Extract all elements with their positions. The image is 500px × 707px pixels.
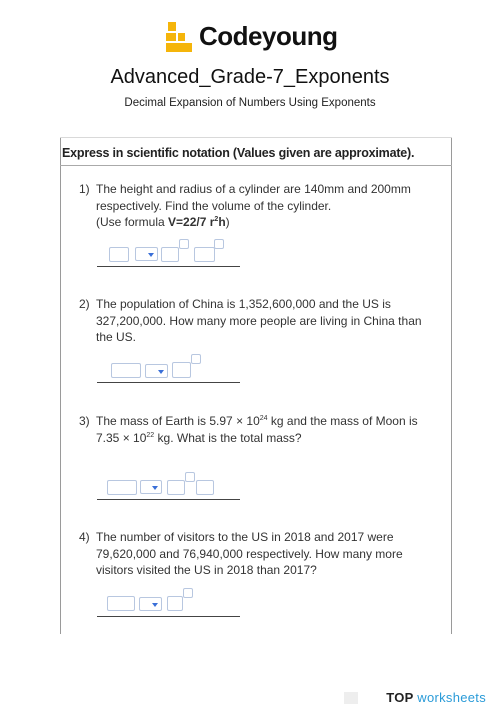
exponent: 22 <box>146 431 155 439</box>
chevron-down-icon <box>158 370 164 374</box>
question-line: respectively. Find the volume of the cylinder. <box>96 198 332 213</box>
exponent-input[interactable] <box>191 354 201 364</box>
question-line: 79,620,000 and 76,940,000 respectively. How many more <box>96 546 403 561</box>
formula: V=22/7 $r^2h$ <box>168 215 226 229</box>
operator-dropdown[interactable] <box>140 480 162 494</box>
question-number: 4) <box>79 530 90 544</box>
base-input[interactable] <box>172 362 191 378</box>
question-number: 3) <box>79 414 90 428</box>
question-line <box>96 214 436 231</box>
instructions-divider <box>60 165 452 166</box>
operator-dropdown[interactable] <box>135 247 158 261</box>
chevron-down-icon <box>152 486 158 490</box>
worksheet-top-divider <box>60 137 452 138</box>
codeyoung-logo-icon <box>166 22 192 52</box>
base-input[interactable] <box>167 480 185 495</box>
answer-underline <box>97 616 240 617</box>
question-text <box>96 181 436 231</box>
exponent-input[interactable] <box>183 588 193 598</box>
topworksheets-logo[interactable] <box>386 690 486 705</box>
worksheet-instructions: Express in scientific notation (Values given are approximate). <box>62 146 415 160</box>
footer-accent-bar <box>344 692 358 704</box>
coefficient-input[interactable] <box>109 247 129 262</box>
unit-base-input[interactable] <box>194 247 215 262</box>
footer-brand-worksheets: worksheets <box>417 690 486 705</box>
question-line: the US. <box>96 330 137 344</box>
exponent-input[interactable] <box>185 472 195 482</box>
answer-underline <box>97 266 240 267</box>
answer-underline <box>97 499 240 500</box>
answer-underline <box>97 382 240 383</box>
formula-exponent: 2 <box>214 216 219 223</box>
page-title: Advanced_Grade-7_Exponents <box>110 66 390 88</box>
question-text <box>96 296 436 346</box>
question-number: 2) <box>79 297 90 311</box>
base-input[interactable] <box>167 596 183 611</box>
exponent: 24 <box>259 415 268 422</box>
operator-dropdown[interactable] <box>145 364 168 378</box>
base-input[interactable] <box>161 247 179 262</box>
question-line: $7.35 \times 10^{22}$ kg. What is the total mass? <box>96 430 302 445</box>
exponent-input[interactable] <box>179 239 189 249</box>
unit-input[interactable] <box>196 480 214 495</box>
question-line: The mass of Earth is $5.97 \times 10^{24}$ kg and the mass of Moon is <box>96 414 418 428</box>
footer-brand-top: TOP <box>386 690 414 705</box>
question-text <box>96 413 436 446</box>
question-number: 1) <box>79 182 90 196</box>
page-subtitle: Decimal Expansion of Numbers Using Exponents <box>124 97 376 109</box>
operator-dropdown[interactable] <box>139 597 162 611</box>
formula-prefix: (Use formula <box>96 215 169 229</box>
brand-name: Codeyoung <box>199 21 338 51</box>
codeyoung-logo <box>166 20 336 56</box>
question-line: The population of China is 1,352,600,000 and the US is <box>96 297 391 311</box>
question-text <box>96 529 436 579</box>
coefficient-input[interactable] <box>107 480 137 495</box>
formula-suffix: ) <box>225 215 230 229</box>
question-line: The height and radius of a cylinder are 140mm and 200mm <box>96 182 411 196</box>
question-line: 327,200,000. How many more people are living in China than <box>96 313 422 328</box>
question-line: visitors visited the US in 2018 than 2017? <box>96 563 317 577</box>
question-line: The number of visitors to the US in 2018 and 2017 were <box>96 530 394 544</box>
unit-exponent-input[interactable] <box>214 239 224 249</box>
coefficient-input[interactable] <box>107 596 135 611</box>
coefficient-input[interactable] <box>111 363 141 378</box>
chevron-down-icon <box>148 253 154 257</box>
chevron-down-icon <box>152 603 158 607</box>
